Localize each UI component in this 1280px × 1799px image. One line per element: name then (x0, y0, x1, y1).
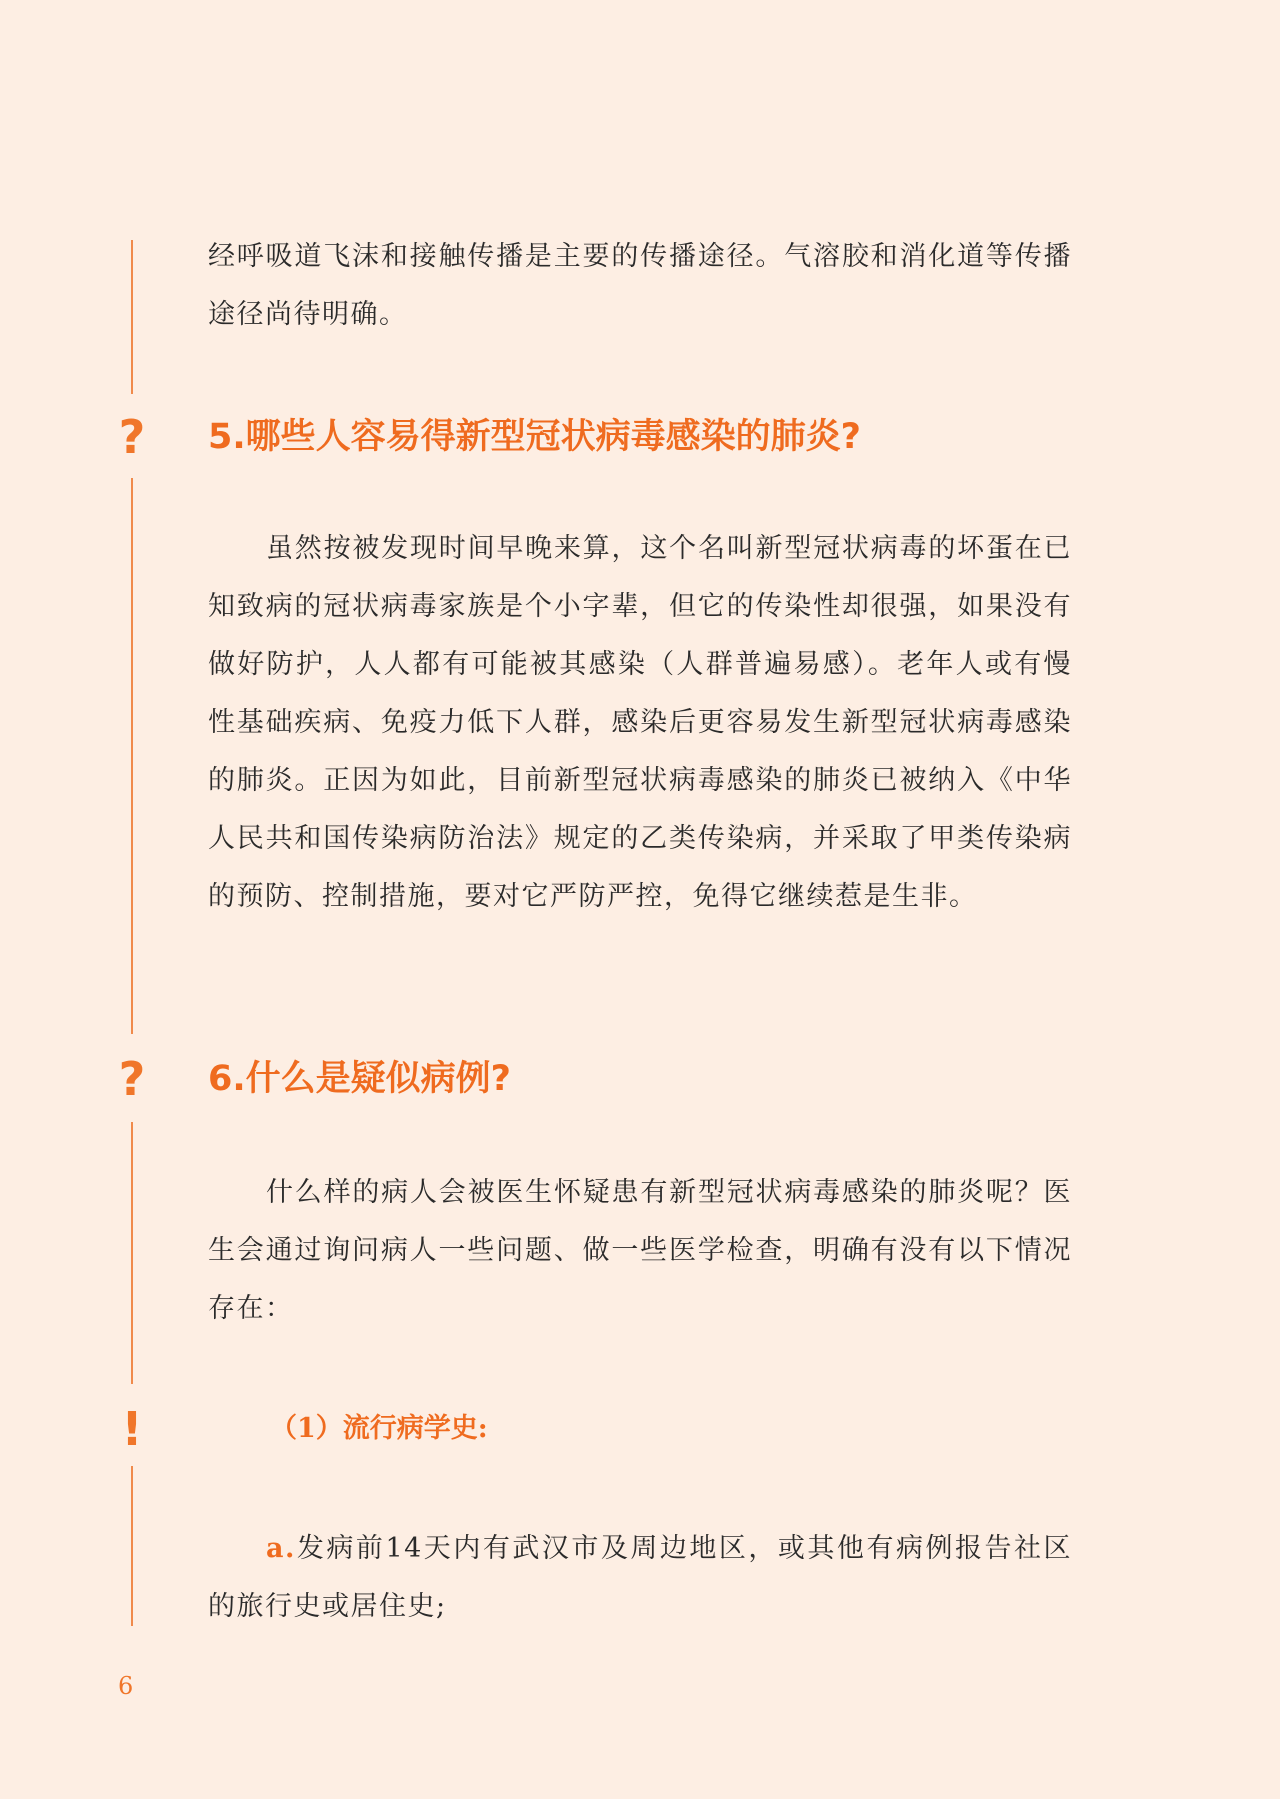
continuation-paragraph: 经呼吸道飞沫和接触传播是主要的传播途径。气溶胶和消化道等传播途径尚待明确。 (208, 241, 1072, 330)
section5-body (208, 520, 1072, 926)
item-a-block (208, 1520, 1072, 1636)
section5-paragraph: 虽然按被发现时间早晚来算，这个名叫新型冠状病毒的坏蛋在已知致病的冠状病毒家族是个小字辈，但它的传染性却很强，如果没有做好防护，人人都有可能被其感染（人群普遍易感）。老年人或有慢性基础疾病、免疫力低下人群，感染后更容易发生新型冠状病毒感染的肺炎。正因为如此，目前新型冠状病毒感染的肺炎已被纳入《中华人民共和国传染病防治法》规定的乙类传染病，并采取了甲类传染病的预防、控制措施，要对它严防严控，免得它继续惹是生非。 (208, 533, 1072, 912)
item-a-text: 发病前14天内有武汉市及周边地区，或其他有病例报告社区的旅行史或居住史; (208, 1533, 1072, 1622)
rail-segment-2 (131, 478, 133, 1034)
item-a-label: a. (266, 1533, 296, 1564)
item-a-paragraph (208, 1520, 1072, 1636)
section6-body (208, 1164, 1072, 1338)
continuation-block (208, 228, 1072, 344)
question-mark-icon: ? (118, 410, 146, 464)
section6-paragraph: 什么样的病人会被医生怀疑患有新型冠状病毒感染的肺炎呢？医生会通过询问病人一些问题、做一些医学检查，明确有没有以下情况存在： (208, 1177, 1072, 1324)
section6-heading: 6.什么是疑似病例? (208, 1059, 511, 1099)
subheading-epidemiology: （1）流行病学史: (270, 1413, 488, 1444)
section5-heading: 5.哪些人容易得新型冠状病毒感染的肺炎? (208, 417, 861, 457)
page-number: 6 (118, 1672, 134, 1700)
rail-segment-1 (131, 240, 133, 394)
rail-segment-4 (131, 1466, 133, 1626)
question-mark-icon: ? (118, 1052, 146, 1106)
rail-segment-3 (131, 1122, 133, 1384)
exclamation-mark-icon: ! (121, 1402, 143, 1456)
